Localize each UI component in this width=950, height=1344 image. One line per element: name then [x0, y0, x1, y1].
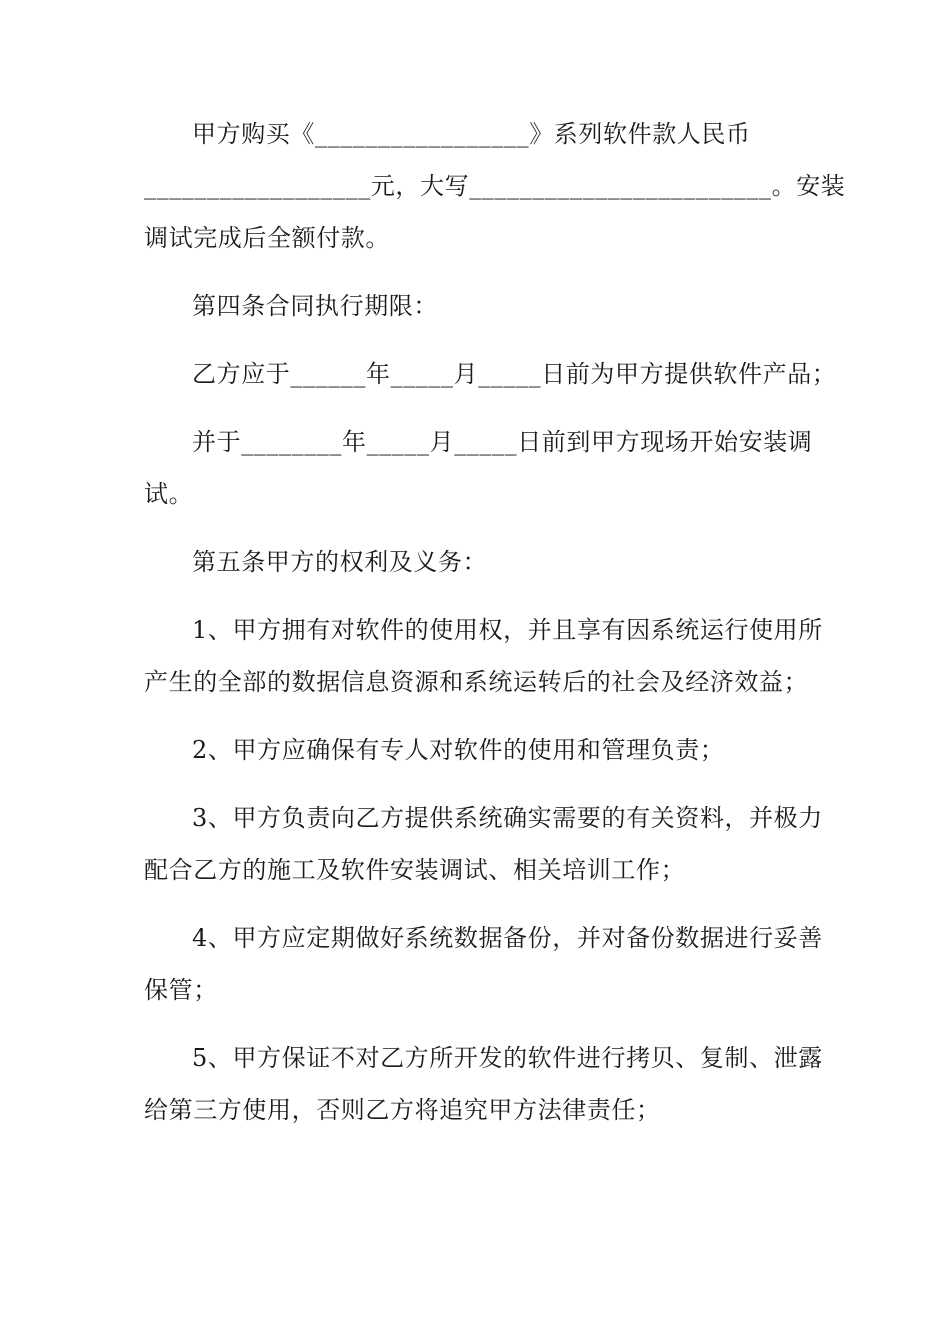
clause-5-line-2: 给第三方使用，否则乙方将追究甲方法律责任；: [144, 1096, 661, 1124]
article-5-heading: 第五条甲方的权利及义务：: [192, 548, 488, 576]
clause-1-line-2: 产生的全部的数据信息资源和系统运转后的社会及经济效益；: [144, 668, 809, 696]
clause-4-line-1: 4、甲方应定期做好系统数据备份，并对备份数据进行妥善: [192, 924, 823, 952]
clause-3-line-2: 配合乙方的施工及软件安装调试、相关培训工作；: [144, 856, 686, 884]
clause-4-line-2: 保管；: [144, 976, 218, 1004]
installation-date-line-2: 试。: [144, 480, 194, 508]
delivery-date-line: 乙方应于______年_____月_____日前为甲方提供软件产品；: [192, 360, 837, 388]
payment-line-1: 甲方购买《_________________》系列软件款人民币: [192, 120, 751, 148]
clause-3-line-1: 3、甲方负责向乙方提供系统确实需要的有关资料，并极力: [192, 804, 823, 832]
installation-date-line-1: 并于________年_____月_____日前到甲方现场开始安装调: [192, 428, 813, 456]
clause-2-line-1: 2、甲方应确保有专人对软件的使用和管理负责；: [192, 736, 725, 764]
payment-line-3: 调试完成后全额付款。: [144, 224, 390, 252]
article-4-heading: 第四条合同执行期限：: [192, 292, 438, 320]
payment-line-2: __________________元，大写________________________。安装: [144, 172, 846, 200]
clause-1-line-1: 1、甲方拥有对软件的使用权，并且享有因系统运行使用所: [192, 616, 823, 644]
clause-5-line-1: 5、甲方保证不对乙方所开发的软件进行拷贝、复制、泄露: [192, 1044, 823, 1072]
